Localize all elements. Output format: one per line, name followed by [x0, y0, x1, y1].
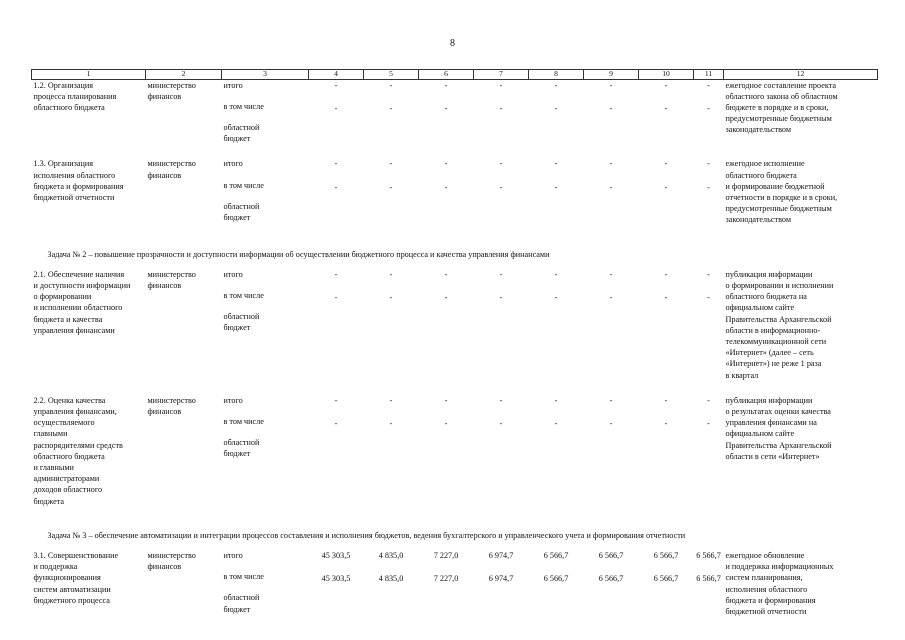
amount-total: -: [444, 80, 448, 90]
activity-name: 1.2. Организация процесса планирования областного бюджета: [33, 80, 117, 112]
funding-source-cell: [222, 269, 309, 395]
amount-total: -: [389, 80, 393, 90]
header-cell: 8: [529, 70, 584, 80]
task-heading-row: [32, 521, 878, 550]
amount-cell: [419, 550, 474, 631]
amount-regional: 6 974,7: [488, 574, 514, 584]
funding-source-cell: [222, 158, 309, 239]
amount-regional: -: [664, 292, 668, 302]
amount-cell: [364, 158, 419, 239]
header-cell: 6: [419, 70, 474, 80]
table-row: [32, 158, 878, 239]
amount-cell: [694, 550, 724, 631]
amount-total: -: [707, 159, 710, 169]
amount-cell: [584, 158, 639, 239]
amount-cell: [529, 395, 584, 521]
amount-total: -: [444, 159, 448, 169]
program-table: [31, 69, 878, 631]
amount-cell: [364, 79, 419, 158]
amount-cell: [639, 158, 694, 239]
amount-regional: -: [664, 182, 668, 192]
amount-cell: [639, 395, 694, 521]
amount-total: -: [499, 269, 503, 279]
amount-regional: -: [389, 103, 393, 113]
funding-source-cell: [222, 79, 309, 158]
executor: министерство финансов: [147, 395, 196, 416]
amount-cell: [474, 158, 529, 239]
amount-regional: 6 566,7: [543, 574, 569, 584]
amount-regional: -: [334, 418, 338, 428]
amount-regional: -: [499, 103, 503, 113]
amount-total: -: [664, 395, 668, 405]
amount-regional: -: [444, 103, 448, 113]
amount-cell: [309, 395, 364, 521]
header-cell: 11: [694, 70, 724, 80]
amount-total: -: [499, 395, 503, 405]
amount-regional: -: [334, 103, 338, 113]
amount-total: -: [609, 395, 613, 405]
table-row: [32, 550, 878, 631]
amount-total: -: [444, 269, 448, 279]
amount-total: -: [707, 395, 710, 405]
amount-total: -: [499, 159, 503, 169]
funding-regional-label: областной бюджет: [223, 201, 260, 222]
expected-result: ежегодное исполнение областного бюджета и формирование бюджетной отчетности в порядке и в сроки, предусмотренные бюджетным законодательством: [725, 159, 838, 225]
amount-total: 7 227,0: [433, 551, 459, 560]
amount-total: -: [664, 80, 668, 90]
funding-including-label: в том числе: [223, 180, 264, 190]
amount-total: -: [389, 269, 393, 279]
amount-cell: [584, 395, 639, 521]
amount-regional: 45 303,5: [321, 574, 351, 584]
amount-total: 4 835,0: [378, 551, 404, 560]
header-cell: 4: [309, 70, 364, 80]
funding-total-label: итого: [223, 269, 243, 279]
funding-total-label: итого: [223, 395, 243, 405]
funding-regional-label: областной бюджет: [223, 593, 260, 614]
amount-total: -: [334, 159, 338, 169]
funding-total-label: итого: [223, 159, 243, 169]
amount-cell: [309, 158, 364, 239]
amount-regional: -: [707, 418, 710, 428]
funding-regional-label: областной бюджет: [223, 438, 260, 459]
amount-cell: [529, 79, 584, 158]
amount-total: -: [334, 269, 338, 279]
amount-cell: [694, 269, 724, 395]
activity-name: 2.1. Обеспечение наличия и доступности информации о формировании и исполнении областного бюджета и качества управления финансами: [33, 269, 131, 335]
amount-cell: [694, 79, 724, 158]
amount-regional: -: [554, 182, 558, 192]
header-cell: 12: [724, 70, 878, 80]
amount-cell: [419, 79, 474, 158]
funding-source-cell: [222, 550, 309, 631]
header-cell: 2: [146, 70, 222, 80]
header-cell: 3: [222, 70, 309, 80]
funding-including-label: в том числе: [223, 290, 264, 300]
amount-cell: [309, 79, 364, 158]
amount-cell: [474, 79, 529, 158]
funding-regional-label: областной бюджет: [223, 312, 260, 333]
amount-regional: -: [499, 182, 503, 192]
amount-regional: -: [389, 418, 393, 428]
amount-cell: [309, 550, 364, 631]
amount-regional: -: [499, 418, 503, 428]
task-heading: Задача № 3 – обеспечение автоматизации и интеграции процессов составления и исполнения бюджетов, ведения бухгалтерского и управленческого учета и формирования отчетности: [47, 530, 686, 540]
amount-regional: -: [444, 182, 448, 192]
amount-total: 6 974,7: [488, 551, 514, 560]
amount-regional: 6 566,7: [598, 574, 624, 584]
activity-name: 3.1. Совершенствование и поддержка функционирования систем автоматизации бюджетного процесса: [33, 551, 119, 605]
amount-cell: [694, 395, 724, 521]
funding-total-label: итого: [223, 551, 243, 560]
amount-cell: [529, 550, 584, 631]
amount-cell: [639, 550, 694, 631]
amount-total: -: [664, 159, 668, 169]
header-cell: 10: [639, 70, 694, 80]
amount-total: -: [609, 159, 613, 169]
activity-name: 2.2. Оценка качества управления финансами, осуществляемого главными распорядителями средств областного бюджета и главными администраторами доходов областного бюджета: [33, 395, 123, 506]
executor: министерство финансов: [147, 80, 196, 101]
amount-total: -: [499, 80, 503, 90]
amount-regional: -: [664, 103, 668, 113]
amount-total: -: [609, 269, 613, 279]
amount-regional: -: [664, 418, 668, 428]
amount-regional: -: [389, 292, 393, 302]
amount-regional: -: [554, 292, 558, 302]
amount-total: 45 303,5: [321, 551, 351, 560]
table-row: [32, 395, 878, 521]
executor: министерство финансов: [147, 269, 196, 290]
amount-cell: [584, 269, 639, 395]
amount-cell: [309, 269, 364, 395]
amount-total: -: [554, 159, 558, 169]
amount-cell: [419, 158, 474, 239]
page-number: 8: [450, 38, 455, 49]
amount-regional: -: [444, 292, 448, 302]
amount-cell: [584, 550, 639, 631]
amount-regional: 4 835,0: [378, 574, 404, 584]
task-heading: Задача № 2 – повышение прозрачности и доступности информации об осуществлении бюджетного процесса и качества управления финансами: [47, 249, 550, 259]
funding-source-cell: [222, 395, 309, 521]
amount-regional: -: [334, 182, 338, 192]
header-cell: 1: [32, 70, 146, 80]
amount-regional: -: [707, 182, 710, 192]
amount-regional: -: [554, 103, 558, 113]
amount-cell: [474, 550, 529, 631]
amount-cell: [474, 395, 529, 521]
amount-cell: [419, 395, 474, 521]
funding-including-label: в том числе: [223, 416, 264, 426]
funding-including-label: в том числе: [223, 572, 264, 582]
amount-cell: [639, 79, 694, 158]
amount-total: 6 566,7: [543, 551, 569, 560]
table-row: [32, 79, 878, 158]
amount-regional: -: [609, 182, 613, 192]
header-row: [32, 70, 878, 80]
amount-total: -: [389, 159, 393, 169]
amount-total: 6 566,7: [653, 551, 679, 560]
amount-regional: -: [389, 182, 393, 192]
expected-result: ежегодное обновление и поддержка информационных систем планирования, исполнения областного бюджета и формирования бюджетной отчетности: [725, 551, 834, 617]
amount-total: -: [707, 269, 710, 279]
expected-result: ежегодное составление проекта областного закона об областном бюджете в порядке и в сроки, предусмотренные бюджетным законодательством: [725, 80, 838, 135]
amount-regional: -: [707, 292, 710, 302]
amount-total: -: [609, 80, 613, 90]
amount-regional: 6 566,7: [653, 574, 679, 584]
amount-regional: -: [609, 292, 613, 302]
amount-cell: [639, 269, 694, 395]
amount-total: 6 566,7: [696, 551, 721, 560]
task-heading-row: [32, 240, 878, 269]
amount-regional: 6 566,7: [696, 574, 721, 584]
executor: министерство финансов: [147, 159, 196, 180]
executor: министерство финансов: [147, 551, 196, 572]
amount-regional: -: [707, 103, 710, 113]
amount-cell: [364, 550, 419, 631]
amount-cell: [694, 158, 724, 239]
header-cell: 7: [474, 70, 529, 80]
amount-cell: [529, 269, 584, 395]
amount-total: -: [664, 269, 668, 279]
expected-result: публикация информации о формировании и исполнении областного бюджета на официальном сайте Правительства Архангельской области в информационно- телекоммуникационной сети «Интернет» (далее – сеть «Интернет») не реже 1 раза в квартал: [725, 269, 834, 380]
amount-total: -: [334, 395, 338, 405]
table-row: [32, 269, 878, 395]
amount-regional: 7 227,0: [433, 574, 459, 584]
funding-regional-label: областной бюджет: [223, 122, 260, 144]
funding-total-label: итого: [223, 80, 243, 90]
amount-cell: [419, 269, 474, 395]
amount-total: -: [707, 80, 710, 90]
amount-cell: [474, 269, 529, 395]
amount-total: 6 566,7: [598, 551, 624, 560]
amount-cell: [529, 158, 584, 239]
amount-total: -: [444, 395, 448, 405]
amount-regional: -: [554, 418, 558, 428]
amount-total: -: [389, 395, 393, 405]
amount-total: -: [554, 80, 558, 90]
amount-cell: [584, 79, 639, 158]
amount-regional: -: [499, 292, 503, 302]
amount-regional: -: [444, 418, 448, 428]
activity-name: 1.3. Организация исполнения областного бюджета и формирования бюджетной отчетности: [33, 159, 124, 202]
expected-result: публикация информации о результатах оценки качества управления финансами на официальном сайте Правительства Архангельской области в сети «Интернет»: [725, 395, 832, 461]
amount-regional: -: [609, 418, 613, 428]
header-cell: 5: [364, 70, 419, 80]
amount-total: -: [554, 395, 558, 405]
header-cell: 9: [584, 70, 639, 80]
amount-regional: -: [334, 292, 338, 302]
funding-including-label: в том числе: [223, 101, 264, 111]
amount-cell: [364, 395, 419, 521]
amount-regional: -: [609, 103, 613, 113]
amount-cell: [364, 269, 419, 395]
amount-total: -: [554, 269, 558, 279]
amount-total: -: [334, 80, 338, 90]
